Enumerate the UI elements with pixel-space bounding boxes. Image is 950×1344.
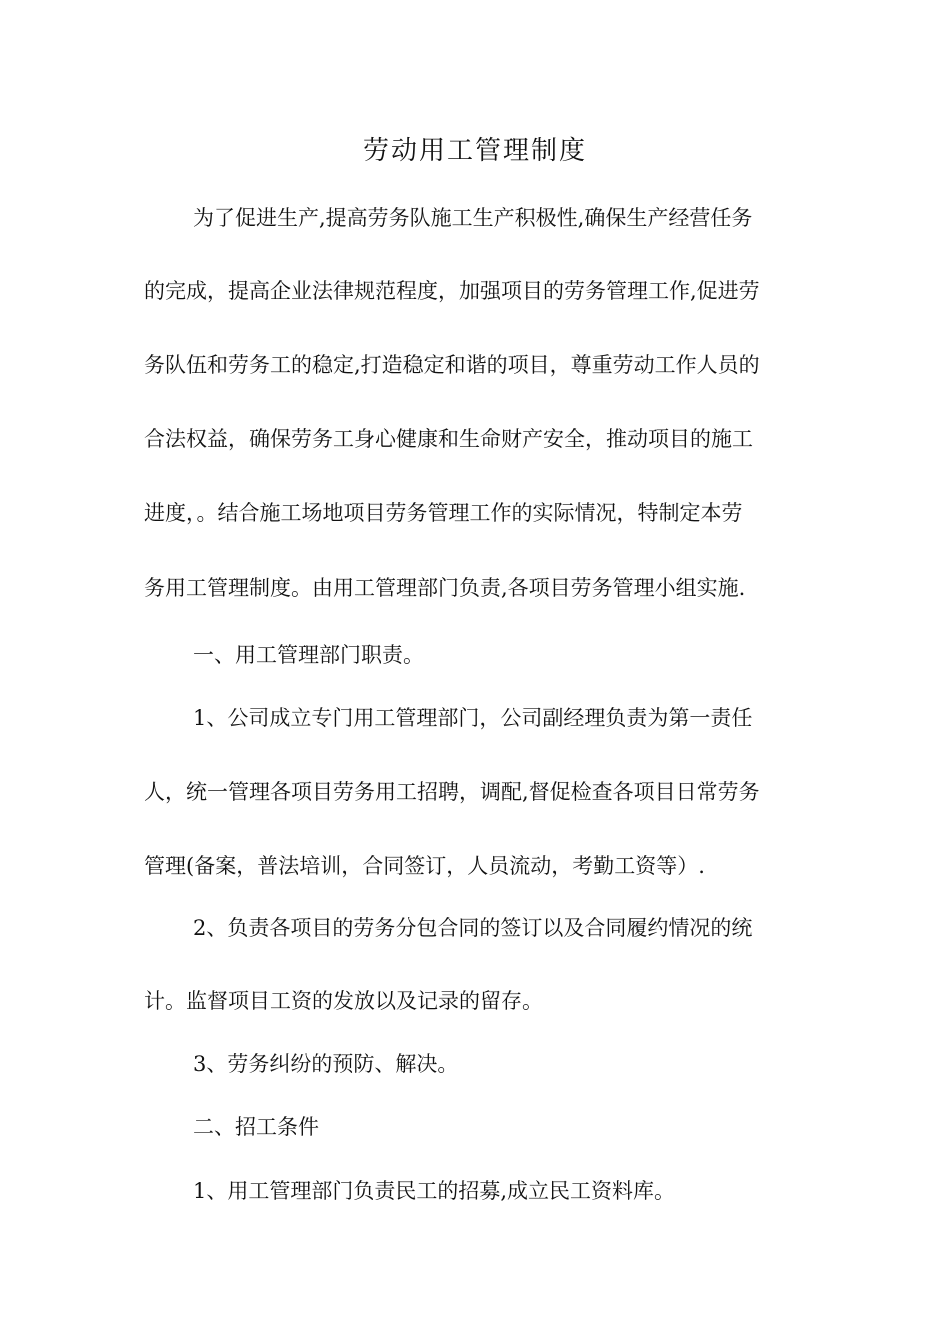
paragraph-line: 1、公司成立专门用工管理部门，公司副经理负责为第一责任 xyxy=(193,706,753,730)
document-title: 劳动用工管理制度 xyxy=(362,136,587,166)
section-heading: 一、用工管理部门职责。 xyxy=(193,643,424,667)
paragraph-line: 3、劳务纠纷的预防、解决。 xyxy=(193,1052,459,1076)
paragraph-line: 的完成，提高企业法律规范程度，加强项目的劳务管理工作,促进劳 xyxy=(144,279,760,303)
paragraph-line: 务用工管理制度。由用工管理部门负责,各项目劳务管理小组实施. xyxy=(144,576,746,600)
paragraph-line: 管理(备案，普法培训，合同签订，人员流动，考勤工资等）. xyxy=(144,854,705,878)
paragraph-line: 为了促进生产,提高劳务队施工生产积极性,确保生产经营任务 xyxy=(193,206,753,230)
paragraph-line: 2、负责各项目的劳务分包合同的签订以及合同履约情况的统 xyxy=(193,916,753,940)
paragraph-line: 进度，。结合施工场地项目劳务管理工作的实际情况，特制定本劳 xyxy=(144,501,743,525)
section-heading: 二、招工条件 xyxy=(193,1115,319,1139)
paragraph-line: 计。监督项目工资的发放以及记录的留存。 xyxy=(144,989,543,1013)
paragraph-line: 合法权益，确保劳务工身心健康和生命财产安全，推动项目的施工 xyxy=(144,427,753,451)
paragraph-line: 务队伍和劳务工的稳定,打造稳定和谐的项目，尊重劳动工作人员的 xyxy=(144,353,760,377)
paragraph-line: 人，统一管理各项目劳务用工招聘，调配,督促检查各项目日常劳务 xyxy=(144,780,760,804)
paragraph-line: 1、用工管理部门负责民工的招募,成立民工资料库。 xyxy=(193,1179,676,1203)
